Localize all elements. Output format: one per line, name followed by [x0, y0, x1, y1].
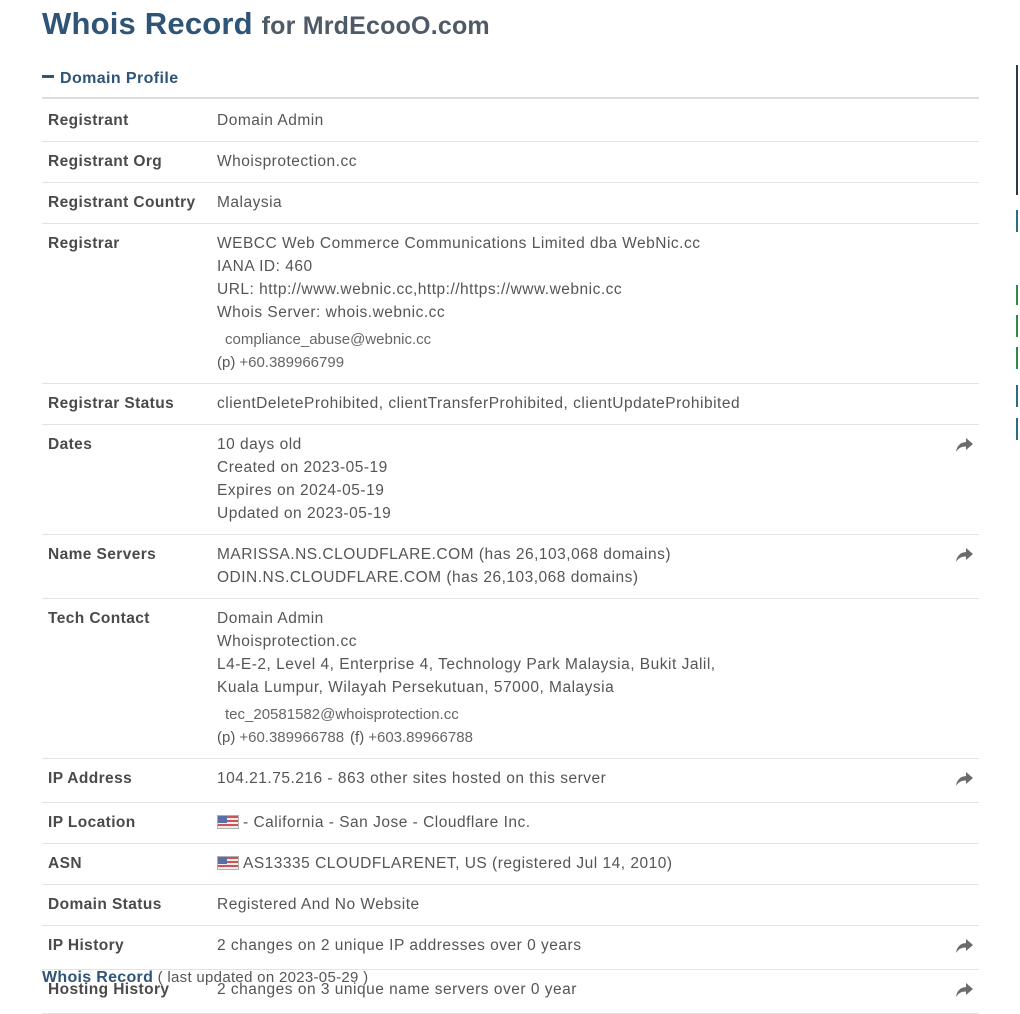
row-label: Registrant Org [42, 142, 211, 183]
registrant-country-value: Malaysia [211, 183, 943, 224]
registrant-value: Domain Admin [211, 101, 943, 142]
row-asn [42, 844, 979, 885]
row-label: ASN [42, 844, 211, 885]
registrar-status-value: clientDeleteProhibited, clientTransferProhibited, clientUpdateProhibited [211, 384, 943, 425]
domain-status-value: Registered And No Website [211, 885, 943, 926]
phone-number: +60.389966788 [239, 729, 345, 746]
row-registrant-org [42, 142, 979, 183]
phone-number: +60.389966799 [239, 354, 345, 371]
row-label: IP History [42, 926, 211, 970]
row-name-servers [42, 535, 979, 599]
asn-text: AS13335 CLOUDFLARENET, US (registered Jul 14, 2010) [243, 855, 673, 872]
ip-location-value [211, 803, 943, 844]
last-updated-note: ( last updated on 2023-05-29 ) [157, 969, 369, 986]
domain-profile-toggle[interactable] [42, 70, 979, 99]
page-title-main: Whois Record [42, 6, 253, 41]
phone-tag: (p) [217, 354, 236, 371]
name-servers-value [211, 535, 943, 599]
row-ip-location [42, 803, 979, 844]
registrar-phone [217, 351, 937, 374]
row-label: Registrar [42, 224, 211, 384]
us-flag-icon [217, 815, 239, 829]
dates-created: Created on 2023-05-19 [217, 459, 388, 476]
registrar-value [211, 224, 943, 384]
name-server-1: MARISSA.NS.CLOUDFLARE.COM (has 26,103,068 domains) [217, 546, 671, 563]
registrar-name: WEBCC Web Commerce Communications Limited dba WebNic.cc [217, 235, 701, 252]
tech-contact-address-1: L4-E-2, Level 4, Enterprise 4, Technology Park Malaysia, Bukit Jalil, [217, 656, 716, 673]
row-domain-status [42, 885, 979, 926]
share-arrow-icon[interactable] [956, 939, 973, 953]
page-title [42, 6, 490, 42]
tech-contact-phone [217, 726, 937, 749]
ip-location-text: - California - San Jose - Cloudflare Inc. [243, 814, 531, 831]
dates-value [211, 425, 943, 535]
hosting-history-value: 2 changes on 3 unique name servers over 0 year [211, 970, 943, 1014]
row-ip-address [42, 759, 979, 803]
registrant-org-value: Whoisprotection.cc [211, 142, 943, 183]
tech-contact-org: Whoisprotection.cc [217, 633, 357, 650]
share-arrow-icon[interactable] [956, 772, 973, 786]
whois-record-link[interactable]: Whois Record [42, 969, 154, 986]
tech-contact-email: tec_20581582@whoisprotection.cc [225, 706, 459, 723]
registrar-whois-server: Whois Server: whois.webnic.cc [217, 304, 446, 321]
asn-value [211, 844, 943, 885]
tech-contact-value [211, 599, 943, 759]
domain-profile-table [42, 101, 979, 1014]
row-tech-contact [42, 599, 979, 759]
row-label: Hosting History [42, 970, 211, 1014]
dates-expires: Expires on 2024-05-19 [217, 482, 385, 499]
registrar-iana: IANA ID: 460 [217, 258, 313, 275]
registrar-email: compliance_abuse@webnic.cc [225, 331, 432, 348]
phone-tag: (p) [217, 729, 236, 746]
share-arrow-icon[interactable] [956, 983, 973, 997]
row-label: IP Address [42, 759, 211, 803]
row-label: Name Servers [42, 535, 211, 599]
row-label: Registrant Country [42, 183, 211, 224]
row-label: IP Location [42, 803, 211, 844]
row-registrar [42, 224, 979, 384]
share-arrow-icon[interactable] [956, 438, 973, 452]
minus-icon [42, 75, 54, 78]
share-arrow-icon[interactable] [956, 548, 973, 562]
section-title: Domain Profile [60, 70, 179, 87]
dates-updated: Updated on 2023-05-19 [217, 505, 392, 522]
row-label: Registrar Status [42, 384, 211, 425]
registrar-url: URL: http://www.webnic.cc,http://https://www.webnic.cc [217, 281, 623, 298]
page-title-domain: for MrdEcooO.com [261, 12, 490, 40]
row-label: Tech Contact [42, 599, 211, 759]
right-edge-sidebar [1016, 60, 1020, 1000]
name-server-2: ODIN.NS.CLOUDFLARE.COM (has 26,103,068 domains) [217, 569, 639, 586]
tech-contact-name: Domain Admin [217, 610, 324, 627]
ip-history-value: 2 changes on 2 unique IP addresses over 0 years [211, 926, 943, 970]
us-flag-icon [217, 856, 239, 870]
row-registrant [42, 101, 979, 142]
tech-contact-address-2: Kuala Lumpur, Wilayah Persekutuan, 57000, Malaysia [217, 679, 615, 696]
row-label: Dates [42, 425, 211, 535]
fax-number: +603.89966788 [368, 729, 473, 746]
row-registrar-status [42, 384, 979, 425]
whois-record-footer [42, 969, 368, 987]
row-label: Domain Status [42, 885, 211, 926]
row-dates [42, 425, 979, 535]
row-registrant-country [42, 183, 979, 224]
dates-age: 10 days old [217, 436, 302, 453]
ip-address-value: 104.21.75.216 - 863 other sites hosted on this server [211, 759, 943, 803]
fax-tag: (f) [350, 729, 365, 746]
row-ip-history [42, 926, 979, 970]
row-label: Registrant [42, 101, 211, 142]
